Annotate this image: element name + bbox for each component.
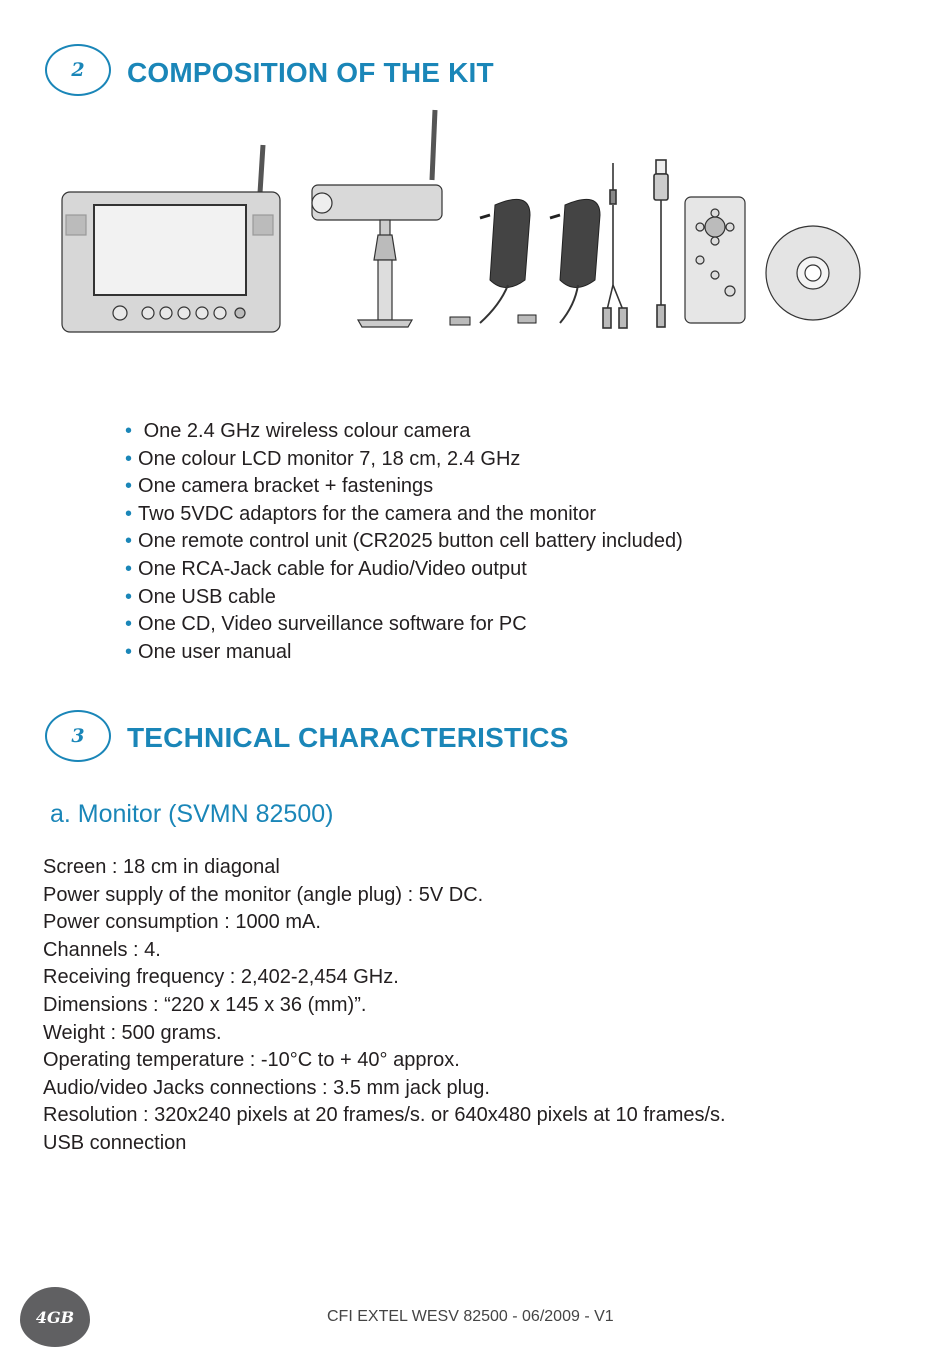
page-number: 4GB xyxy=(35,1307,75,1327)
list-item: • One USB cable xyxy=(125,584,683,612)
power-adaptor-icon xyxy=(518,199,600,323)
kit-illustration xyxy=(60,105,880,340)
rca-cable-icon xyxy=(603,163,627,328)
section-number-badge xyxy=(45,710,111,762)
section-number: 2 xyxy=(71,59,85,81)
section-number-badge xyxy=(45,44,111,96)
spec-line: Power supply of the monitor (angle plug) : 5V DC. xyxy=(43,883,484,906)
usb-cable-icon xyxy=(654,160,668,327)
list-item: • One colour LCD monitor 7, 18 cm, 2.4 GHz xyxy=(125,446,683,474)
cd-icon xyxy=(766,226,860,320)
spec-line: Resolution : 320x240 pixels at 20 frames/s. or 640x480 pixels at 10 frames/s. xyxy=(43,1104,726,1127)
list-item: • One CD, Video surveillance software for PC xyxy=(125,611,683,639)
list-item: • One RCA-Jack cable for Audio/Video output xyxy=(125,556,683,584)
footer-text: CFI EXTEL WESV 82500 - 06/2009 - V1 xyxy=(327,1308,614,1325)
list-item: • Two 5VDC adaptors for the camera and the monitor xyxy=(125,501,683,529)
spec-line: Weight : 500 grams. xyxy=(43,1021,222,1044)
spec-line: Operating temperature : -10°C to + 40° approx. xyxy=(43,1049,460,1072)
kit-items-list xyxy=(125,418,683,666)
page-number-badge xyxy=(20,1287,90,1347)
spec-line: USB connection xyxy=(43,1131,187,1154)
list-item: • One remote control unit (CR2025 button cell battery included) xyxy=(125,528,683,556)
spec-line: Receiving frequency : 2,402-2,454 GHz. xyxy=(43,966,399,989)
section-title-technical: TECHNICAL CHARACTERISTICS xyxy=(127,722,569,753)
power-adaptor-icon xyxy=(450,199,530,325)
spec-line: Channels : 4. xyxy=(43,938,161,961)
list-item: • One camera bracket + fastenings xyxy=(125,473,683,501)
camera-icon xyxy=(312,110,442,327)
monitor-subheading: a. Monitor (SVMN 82500) xyxy=(50,800,334,828)
spec-line: Power consumption : 1000 mA. xyxy=(43,911,321,934)
remote-control-icon xyxy=(685,197,745,323)
monitor-icon xyxy=(62,145,280,332)
spec-line: Screen : 18 cm in diagonal xyxy=(43,856,280,878)
list-item: • One 2.4 GHz wireless colour camera xyxy=(125,418,683,446)
monitor-specs xyxy=(43,854,726,1158)
spec-line: Dimensions : “220 x 145 x 36 (mm)”. xyxy=(43,993,367,1016)
spec-line: Audio/video Jacks connections : 3.5 mm jack plug. xyxy=(43,1076,490,1099)
section-number: 3 xyxy=(71,725,85,747)
list-item: • One user manual xyxy=(125,639,683,667)
section-title-composition: COMPOSITION OF THE KIT xyxy=(127,57,494,88)
